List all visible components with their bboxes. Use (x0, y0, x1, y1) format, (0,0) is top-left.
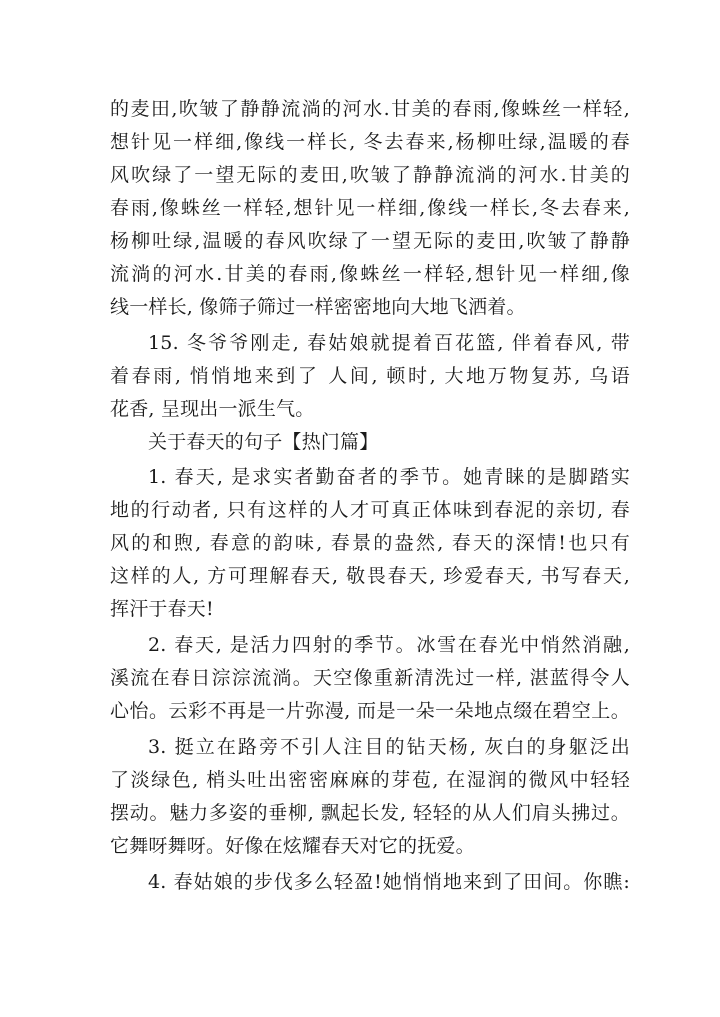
text-line: 线一样长, 像筛子筛过一样密密地向大地飞洒着。 (110, 296, 526, 318)
text-line: 杨柳吐绿,温暖的春风吹绿了一望无际的麦田,吹皱了静静 (110, 230, 630, 252)
paragraph-4-line: 4. 春姑娘的步伐多么轻盈!她悄悄地来到了田间。你瞧: (148, 871, 630, 893)
paragraph-1-line: 1. 春天, 是求实者勤奋者的季节。她青睐的是脚踏实 (148, 466, 630, 488)
text-line: 想针见一样细,像线一样长, 冬去春来,杨柳吐绿,温暖的春 (110, 131, 630, 153)
paragraph-2-line: 2. 春天, 是活力四射的季节。冰雪在春光中悄然消融, (148, 634, 630, 656)
text-line: 挥汗于春天! (110, 598, 214, 620)
text-line: 流淌的河水.甘美的春雨,像蛛丝一样轻,想针见一样细,像 (110, 263, 630, 285)
text-line: 摆动。魅力多姿的垂柳, 飘起长发, 轻轻的从人们肩头拂过。 (110, 802, 630, 824)
paragraph-15-line: 15. 冬爷爷刚走, 春姑娘就提着百花篮, 伴着春风, 带 (148, 332, 630, 354)
text-line: 着春雨, 悄悄地来到了 人间, 顿时, 大地万物复苏, 乌语 (110, 365, 630, 387)
text-line: 的麦田,吹皱了静静流淌的河水.甘美的春雨,像蛛丝一样轻, (110, 98, 630, 120)
text-line: 风的和煦, 春意的韵味, 春景的盎然, 春天的深情!也只有 (110, 532, 630, 554)
text-line: 地的行动者, 只有这样的人才可真正体味到春泥的亲切, 春 (110, 499, 630, 521)
text-line: 溪流在春日淙淙流淌。天空像重新清洗过一样, 湛蓝得令人 (110, 667, 630, 689)
paragraph-3-line: 3. 挺立在路旁不引人注目的钻天杨, 灰白的身躯泛出 (148, 736, 630, 758)
text-line: 心怡。云彩不再是一片弥漫, 而是一朵一朵地点缀在碧空上。 (110, 700, 630, 722)
text-line: 它舞呀舞呀。好像在炫耀春天对它的抚爱。 (110, 835, 475, 857)
section-heading: 关于春天的句子【热门篇】 (148, 431, 379, 453)
text-line: 这样的人, 方可理解春天, 敬畏春天, 珍爱春天, 书写春天, (110, 565, 630, 587)
text-line: 春雨,像蛛丝一样轻,想针见一样细,像线一样长,冬去春来, (110, 197, 630, 219)
text-line: 花香, 呈现出一派生气。 (110, 398, 315, 420)
text-line: 风吹绿了一望无际的麦田,吹皱了静静流淌的河水.甘美的 (110, 164, 630, 186)
text-line: 了淡绿色, 梢头吐出密密麻麻的芽苞, 在湿润的微风中轻轻 (110, 769, 630, 791)
